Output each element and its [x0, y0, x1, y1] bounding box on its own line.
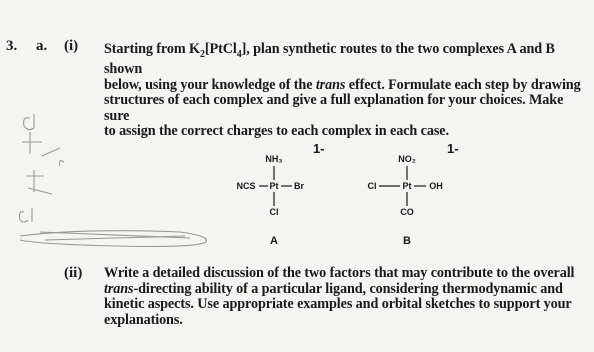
complex-a-charge: 1- [313, 141, 325, 156]
part-i-text: Starting from $K_2[PtCl_4]$, plan synthetic routes to the two complexes A and B shown below, using your knowledge of the trans effect. Formulate each step by drawing structures of each complex and give a full explanation for your choices. Make sure to assign the correct charges to each complex in each case. [104, 41, 581, 140]
question-number: 3. [6, 38, 18, 54]
complex-b-metal: Pt [402, 181, 412, 191]
complex-a-top-ligand: NH₃ [265, 154, 283, 164]
complex-a-label: A [270, 235, 278, 247]
part-ii-text: Write a detailed discussion of the two factors that may contribute to the overall trans-directing ability of a particular ligand, considering thermodynamic and kinetic aspects. Use appropriate examples and orbital sketches to support your explanations. [104, 265, 575, 328]
complex-b-top-ligand: NO₂ [398, 154, 416, 164]
complex-b-bottom-ligand: CO [400, 207, 414, 217]
complex-a-left-ligand: NCS [236, 181, 256, 191]
complex-b-left-ligand: Cl [367, 181, 377, 191]
question-part-label: a. [36, 38, 48, 54]
complex-a-metal: Pt [269, 181, 279, 191]
subpart-i-label: (i) [64, 38, 79, 54]
complex-b-label: B [403, 235, 411, 247]
complex-b-right-ligand: OH [429, 181, 443, 191]
complex-a-right-ligand: Br [293, 181, 305, 191]
complex-b-charge: 1- [447, 141, 459, 156]
complex-a-bottom-ligand: Cl [269, 207, 279, 217]
subpart-ii-label: (ii) [64, 265, 83, 281]
